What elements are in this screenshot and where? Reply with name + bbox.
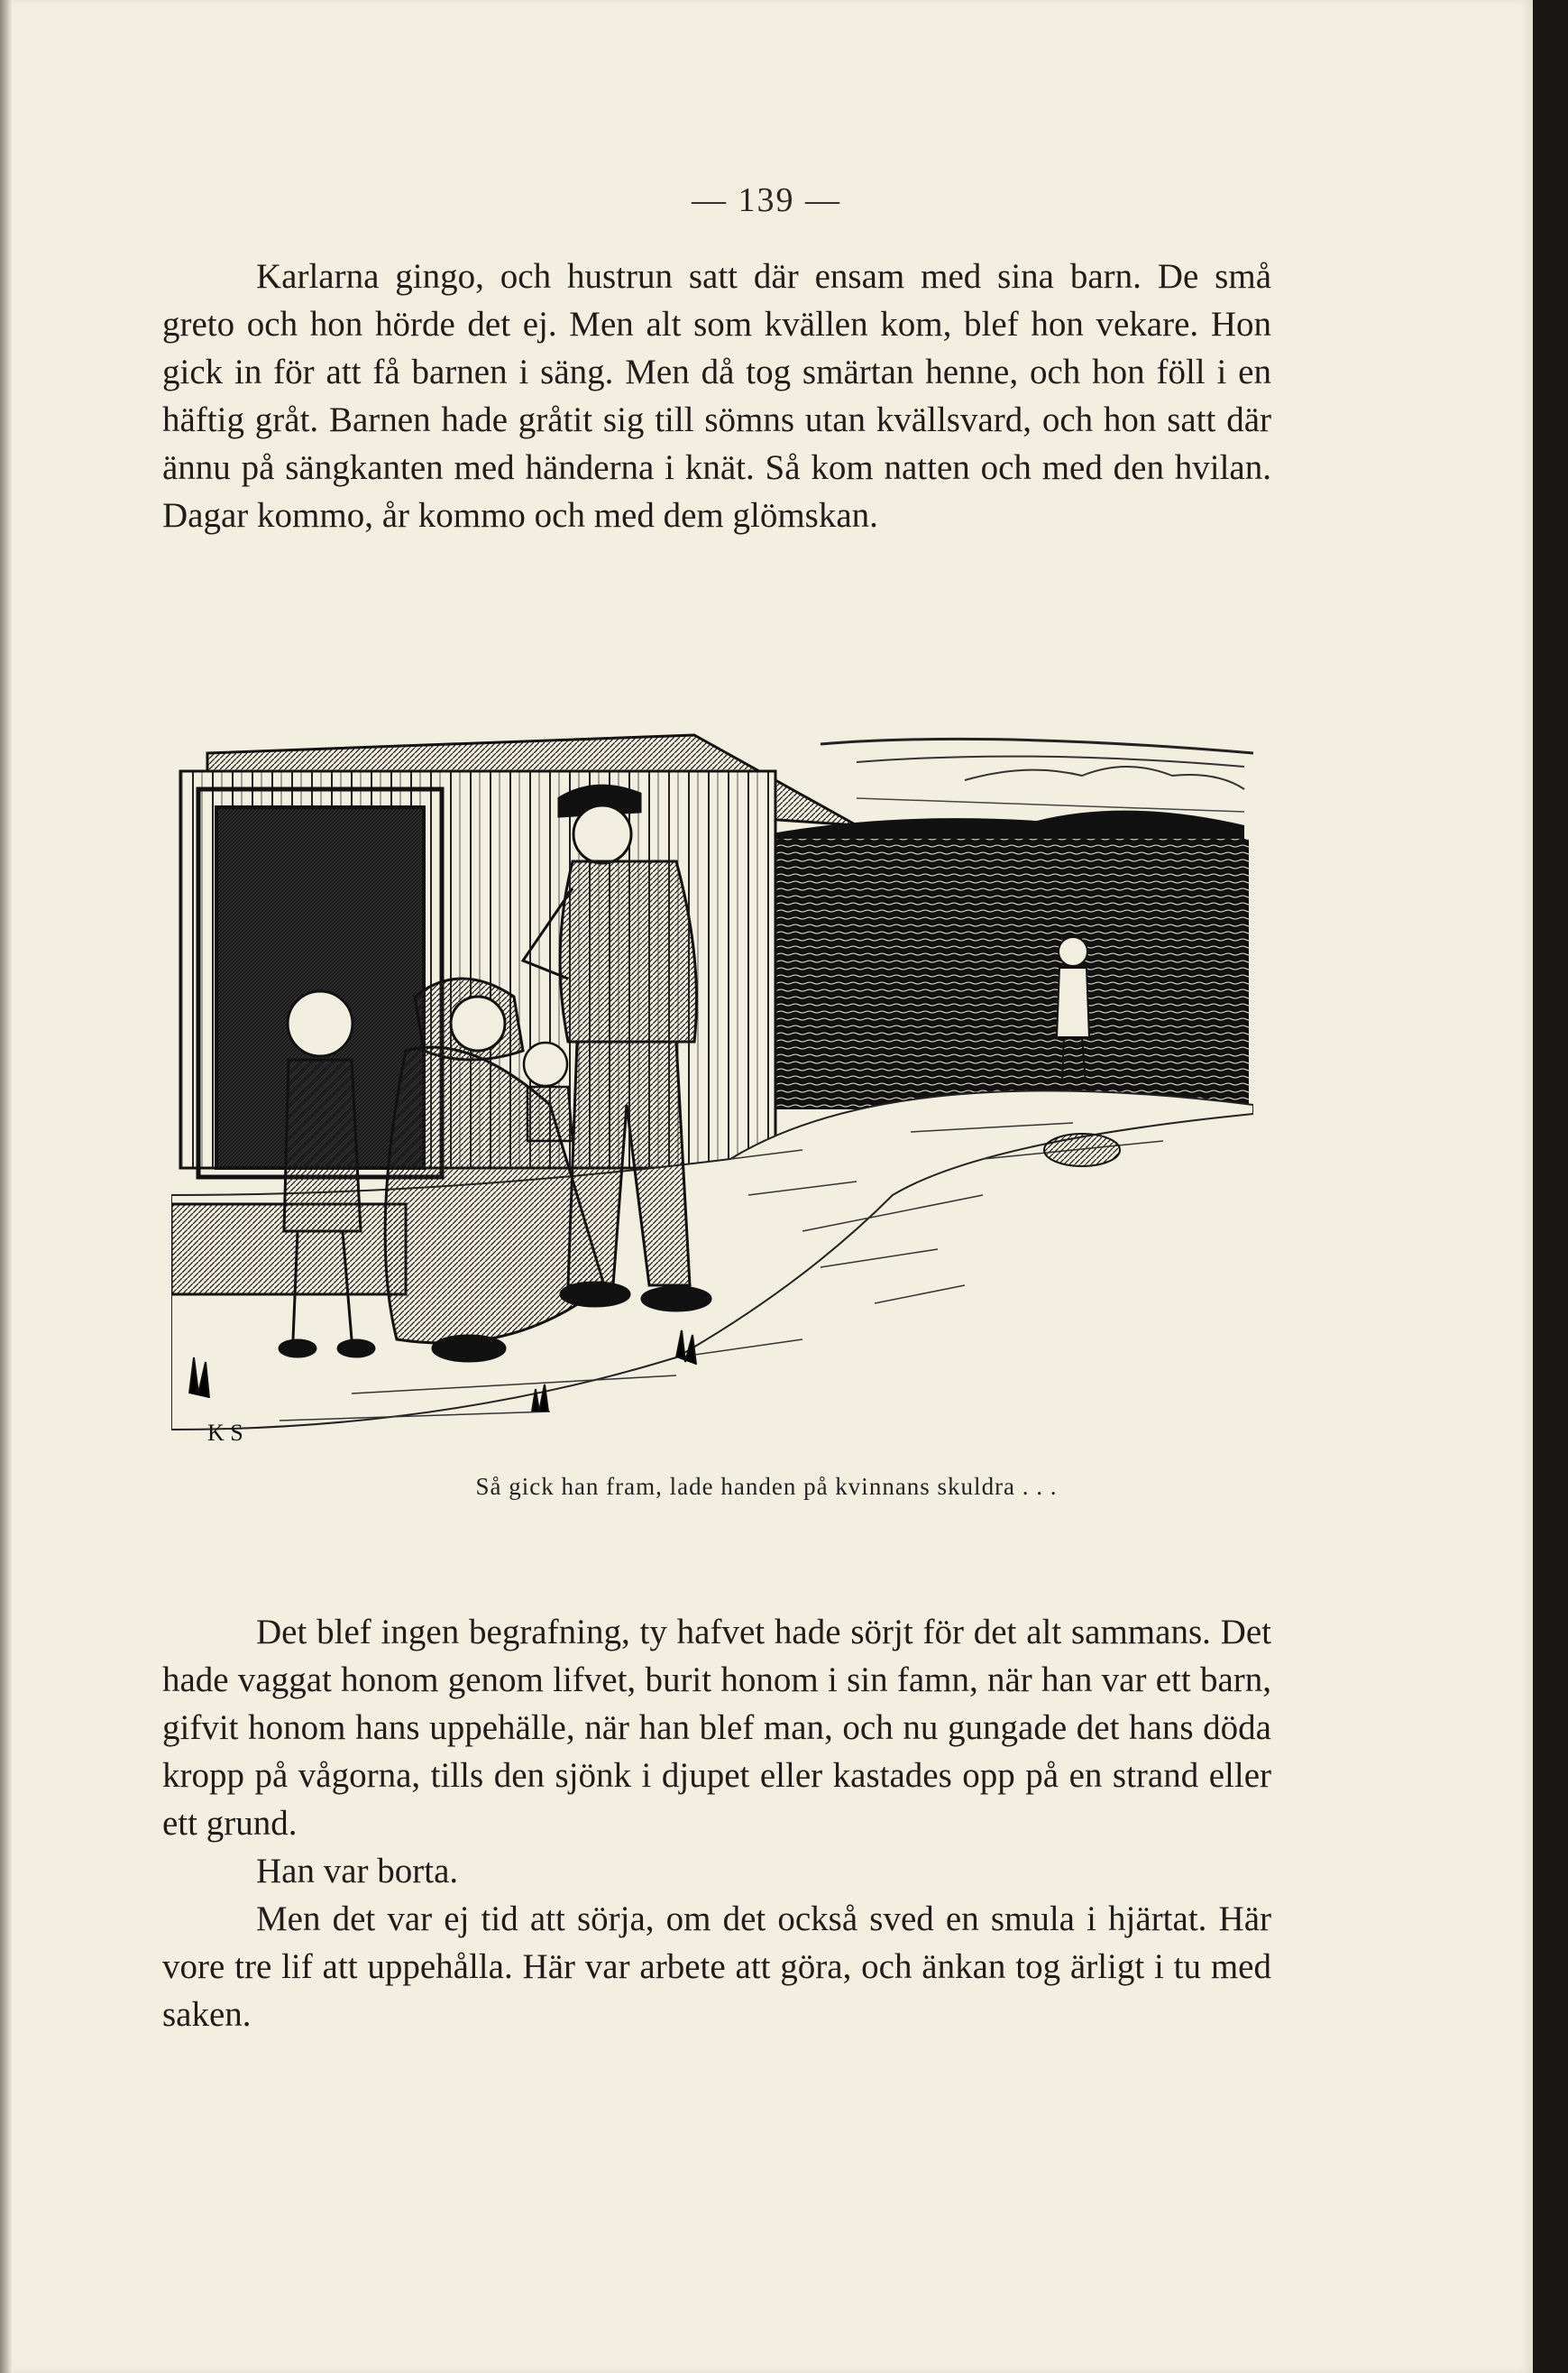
paragraph-2-text: Det blef ingen begrafning, ty hafvet hade sörjt för det alt sammans. Det hade vaggat honom genom lifvet, burit honom i sin famn, när han var ett barn, gifvit honom hans uppehälle, när han blef man, och nu gungade det hans döda kropp på vågorna, tills den sjönk i djupet eller kastades opp på en strand eller ett grund. [162,1613,1271,1843]
illustration [171,726,1253,1457]
paragraph-3-text: Han var borta. [256,1852,459,1890]
paragraph-1 [162,253,1271,539]
illustration-caption: Så gick han fram, lade handen på kvinnans skuldra . . . [475,1473,1058,1500]
paragraph-4-text: Men det var ej tid att sörja, om det också sved en smula i hjärtat. Här vore tre lif att uppehålla. Här var arbete att göra, och änkan tog ärligt i tu med saken. [162,1899,1271,2034]
rock [1044,1134,1120,1166]
small-child [524,1043,573,1141]
paragraph-1-text: Karlarna gingo, och hustrun satt där ensam med sina barn. De små greto och hon hörde det ej. Men alt som kvällen kom, blef hon vekare. Hon gick in för att få barnen i säng. Men då tog smärtan henne, och hon föll i en häftig gråt. Barnen hade gråtit sig till sömns utan kvällsvard, och hon satt där ännu på sängkanten med händerna i knät. Så kom natten och med den hvilan. Dagar kommo, år kommo och med dem glömskan. [162,257,1271,535]
page-number: — 139 — [692,181,841,219]
sea [766,839,1249,1109]
artist-signature: K S [207,1420,243,1446]
sky [821,739,1253,812]
binding-shadow [0,0,13,2373]
paragraphs-after-illustration [162,1608,1271,2038]
